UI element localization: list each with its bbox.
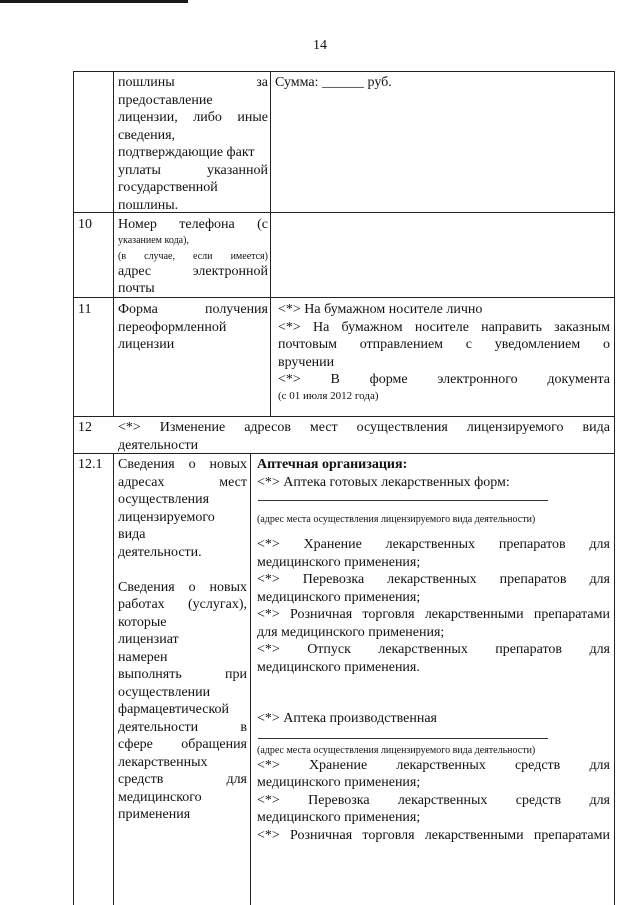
row-number: 11	[78, 302, 92, 317]
option-paper-by-mail[interactable]: <*> На бумажном носителе направить заказным	[278, 319, 610, 335]
option-production-pharmacy[interactable]: <*> Аптека производственная	[257, 711, 437, 726]
option-paper-in-person[interactable]: <*> На бумажном носителе лично	[278, 302, 483, 317]
address-caption: (адрес места осуществления лицензируемого вида деятельности)	[257, 514, 536, 525]
row-number: 12	[78, 420, 92, 435]
fee-amount-field[interactable]: Сумма: ______ руб.	[275, 75, 392, 90]
address-change-option[interactable]: <*> Изменение адресов мест осуществления лицензируемого вида деятельности	[118, 420, 610, 453]
option-storage-drugs[interactable]: <*> Хранение лекарственных средств для	[257, 757, 610, 773]
option-storage-preparations[interactable]: <*> Хранение лекарственных препаратов для	[257, 537, 610, 552]
page-number: 14	[313, 38, 327, 53]
state-fee-label: пошлины за предоставление лицензии, либо иные сведения, подтверждающие факт уплаты указанной государственной пошлины.	[118, 75, 268, 213]
license-form-label: Форма получения переоформленной лицензии	[118, 302, 268, 352]
top-rule	[0, 0, 188, 3]
new-addresses-label: Сведения о новых адресах мест осуществления лицензируемого вида деятельности. Сведения о новых работах (услугах), которые лицензиат намерен выполнять при осуществлении фармацевтической деятельности в сфере обращения лекарственных средств для медицинского применения	[118, 457, 247, 822]
option-electronic[interactable]: <*> В форме электронного документа	[278, 372, 610, 387]
phone-email-field[interactable]	[275, 216, 610, 294]
row-number: 12.1	[78, 457, 103, 472]
option-retail-preparations[interactable]: <*> Розничная торговля лекарственными препаратами	[257, 607, 610, 622]
pharmacy-content: Аптечная организация: <*> Аптека готовых лекарственных форм: (адрес места осуществления лицензируемого вида деятельности) <*> Хранение лекарственных препаратов для медицинского применения; <*> Перевозка лекарственных препаратов для медицинского применения; <*> Розничная торговля лекарственными препаратами для медицинского применения; <*> Отпуск лекарственных препаратов для медицинского применения. <*> Аптека производственная (адрес места осуществления лицензируемого вида деятельности) <*> Хранение лекарственных средств для медицинского применения; <*> Перевозка лекарственных средств для медицинского применения; <*> Розничная торговля лекарственными препаратами	[257, 457, 610, 843]
option-ready-forms-pharmacy[interactable]: <*> Аптека готовых лекарственных форм:	[257, 474, 510, 490]
address-blank-line[interactable]	[258, 738, 548, 739]
option-transport-preparations[interactable]: <*> Перевозка лекарственных препаратов для	[257, 572, 610, 587]
phone-email-label: Номер телефона (с указанием кода), (в случае, если имеется) адрес электронной почты	[118, 217, 268, 296]
option-dispensing-preparations[interactable]: <*> Отпуск лекарственных препаратов для	[257, 642, 610, 657]
option-transport-drugs[interactable]: <*> Перевозка лекарственных средств для	[257, 792, 610, 808]
address-blank-line[interactable]	[258, 500, 548, 501]
address-caption: (адрес места осуществления лицензируемого вида деятельности)	[257, 744, 536, 756]
license-form-options: <*> На бумажном носителе лично <*> На бумажном носителе направить заказным почтовым отправлением с уведомлением о вручении <*> В форме электронного документа (с 01 июля 2012 года)	[278, 302, 610, 402]
pharmacy-heading: Аптечная организация:	[257, 457, 408, 472]
row-number: 10	[78, 217, 92, 232]
option-retail-drugs[interactable]: <*> Розничная торговля лекарственными препаратами	[257, 827, 610, 843]
